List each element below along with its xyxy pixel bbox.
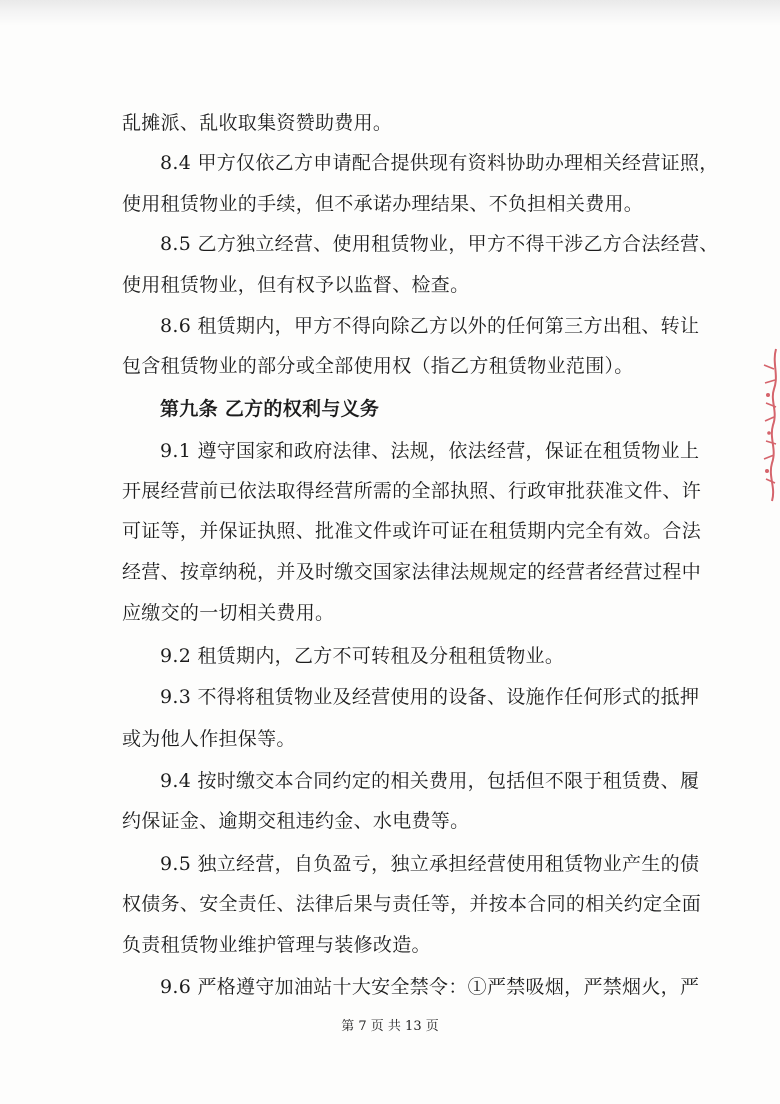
text-line-19: 9.5 独立经营，自负盈亏，独立承担经营使用租赁物业产生的债	[160, 853, 700, 875]
seal-stamp-edge	[760, 345, 780, 505]
page-footer: 第 7 页 共 13 页	[341, 1019, 439, 1034]
text-line-10: 开展经营前已依法取得经营所需的全部执照、行政审批获准文件、许	[122, 480, 702, 502]
text-line-7: 包含租赁物业的部分或全部使用权（指乙方租赁物业范围）。	[122, 355, 634, 377]
text-line-22: 9.6 严格遵守加油站十大安全禁令：①严禁吸烟，严禁烟火，严	[160, 976, 700, 998]
section-heading: 第九条 乙方的权利与义务	[160, 398, 380, 420]
text-line-6: 8.6 租赁期内，甲方不得向除乙方以外的任何第三方出租、转让	[160, 315, 700, 337]
text-line-13: 应缴交的一切相关费用。	[122, 602, 335, 624]
text-line-12: 经营、按章纳税，并及时缴交国家法律法规规定的经营者经营过程中	[122, 561, 702, 583]
text-line-17: 9.4 按时缴交本合同约定的相关费用，包括但不限于租赁费、履	[160, 770, 700, 792]
text-line-1: 乱摊派、乱收取集资赞助费用。	[122, 112, 393, 134]
text-line-11: 可证等，并保证执照、批准文件或许可证在租赁期内完全有效。合法	[122, 520, 702, 542]
text-line-15: 9.3 不得将租赁物业及经营使用的设备、设施作任何形式的抵押	[160, 686, 700, 708]
text-line-18: 约保证金、逾期交租违约金、水电费等。	[122, 810, 470, 832]
text-line-3: 使用租赁物业的手续，但不承诺办理结果、不负担相关费用。	[122, 193, 644, 215]
text-line-4: 8.5 乙方独立经营、使用租赁物业，甲方不得干涉乙方合法经营、	[160, 233, 719, 255]
scan-top-edge	[0, 0, 780, 26]
text-line-9: 9.1 遵守国家和政府法律、法规，依法经营，保证在租赁物业上	[160, 440, 700, 462]
text-line-21: 负责租赁物业维护管理与装修改造。	[122, 934, 431, 956]
text-line-5: 使用租赁物业，但有权予以监督、检查。	[122, 274, 470, 296]
text-line-14: 9.2 租赁期内，乙方不可转租及分租租赁物业。	[160, 645, 565, 667]
text-line-16: 或为他人作担保等。	[122, 728, 296, 750]
text-line-20: 权债务、安全责任、法律后果与责任等，并按本合同的相关约定全面	[122, 893, 702, 915]
text-line-2: 8.4 甲方仅依乙方申请配合提供现有资料协助办理相关经营证照，	[160, 152, 719, 174]
